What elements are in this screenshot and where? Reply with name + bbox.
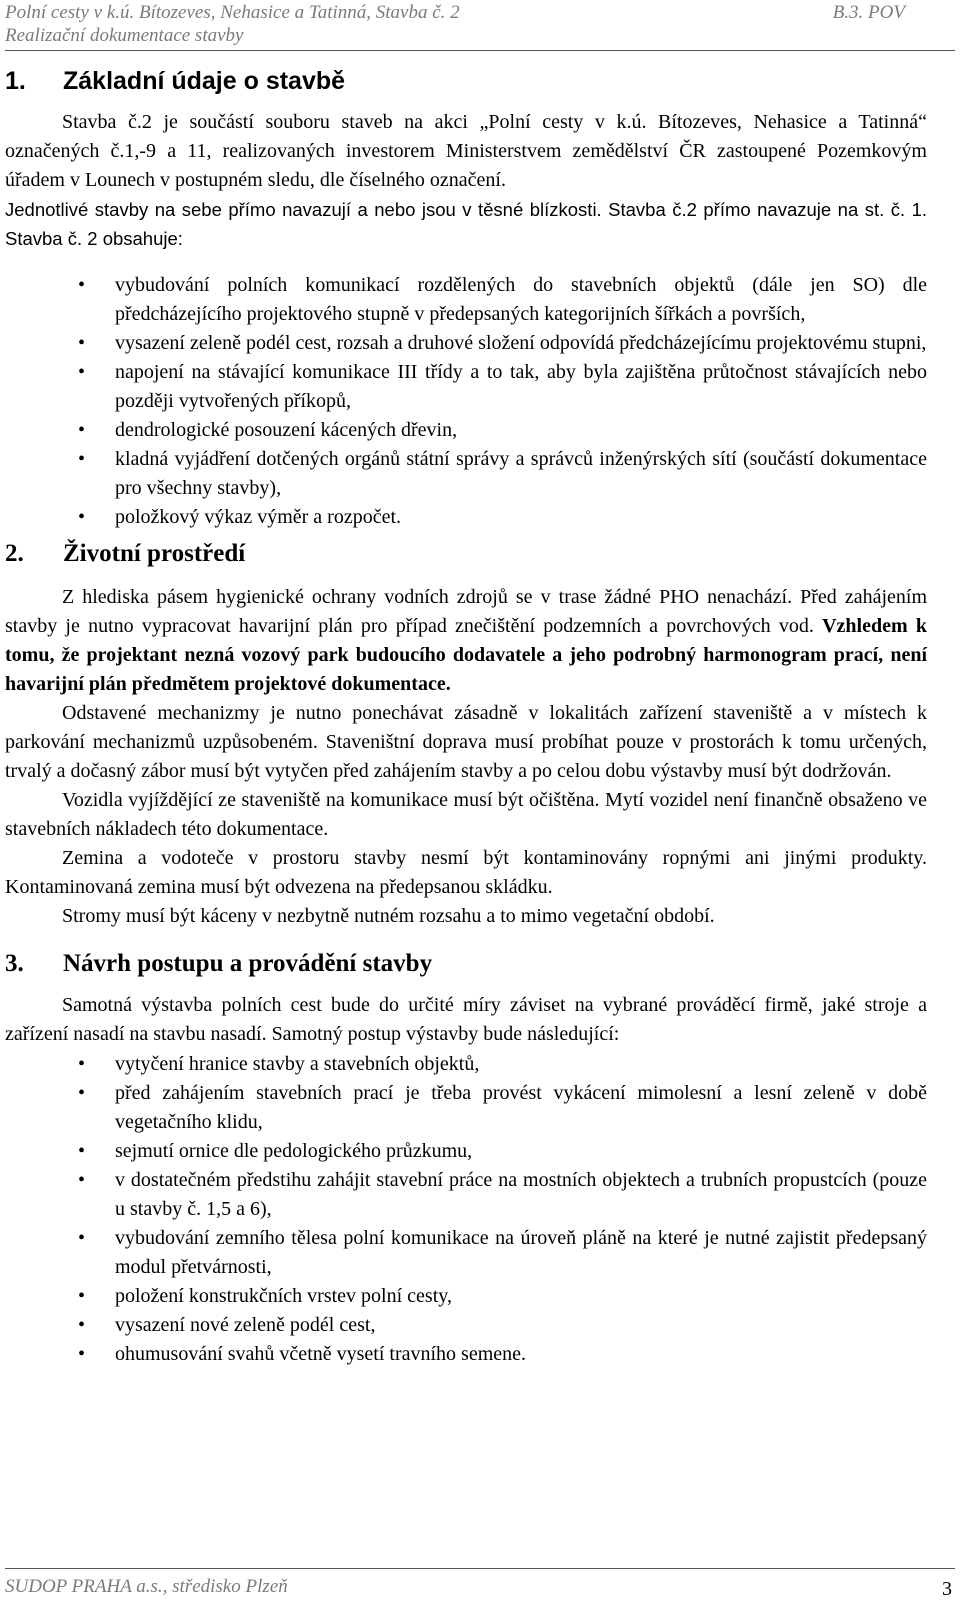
section-1-number: 1.	[5, 67, 26, 95]
page-number: 3	[942, 1578, 952, 1600]
list-item: • položkový výkaz výměr a rozpočet.	[5, 503, 927, 532]
list-item: • sejmutí ornice dle pedologického průzkumu,	[5, 1137, 927, 1166]
header-doc-code: B.3. POV	[832, 2, 905, 23]
section-3-paragraph-1: Samotná výstavba polních cest bude do určité míry záviset na vybrané prováděcí firmě, jaké stroje a zařízení nasadí na stavbu nasadí. Samotný postup výstavby bude následující:	[5, 994, 927, 1045]
section-1-paragraph-2: Jednotlivé stavby na sebe přímo navazují a nebo jsou v těsné blízkosti. Stavba č.2 přímo navazuje na st. č. 1. Stavba č. 2 obsahuje:	[5, 199, 927, 249]
section-3-heading	[5, 949, 927, 979]
list-item: • napojení na stávající komunikace III třídy a to tak, aby byla zajištěna průtočnost stávajících nebo později vytvořených příkopů,	[5, 358, 927, 416]
page-footer	[5, 1568, 955, 1614]
list-item: • vybudování zemního tělesa polní komunikace na úroveň pláně na které je nutné zajistit předepsaný modul přetvárnosti,	[5, 1224, 927, 1282]
section-2-paragraph-2: Odstavené mechanizmy je nutno ponechávat zásadně v lokalitách zařízení staveniště a v místech k parkování mechanizmů uzpůsobeném. Staveništní doprava musí probíhat pouze v prostorách k tomu určených, trvalý a dočasný zábor musí být vytyčen před zahájením stavby a po celou dobu výstavby musí být dodržován.	[5, 702, 927, 782]
list-item: • položení konstrukčních vrstev polní cesty,	[5, 1282, 927, 1311]
list-item: • kladná vyjádření dotčených orgánů státní správy a správců inženýrských sítí (součástí dokumentace pro všechny stavby),	[5, 445, 927, 503]
section-1-title: Základní údaje o stavbě	[63, 67, 346, 95]
section-1-paragraph-1: Stavba č.2 je součástí souboru staveb na akci „Polní cesty v k.ú. Bítozeves, Nehasice a Tatinná“ označených č.1,-9 a 11, realizovaných investorem Ministerstvem zemědělství ČR zastoupené Pozemkovým úřadem v Lounech v postupném sledu, dle číselného označení.	[5, 111, 927, 191]
list-item: • dendrologické posouzení kácených dřevin,	[5, 416, 927, 445]
header-divider	[5, 50, 955, 51]
footer-company: SUDOP PRAHA a.s., středisko Plzeň	[5, 1576, 288, 1597]
list-item: • před zahájením stavebních prací je třeba provést vykácení mimolesní a lesní zeleně v době vegetačního klidu,	[5, 1079, 927, 1137]
section-2-paragraph-1	[5, 583, 927, 699]
section-2-title: Životní prostředí	[63, 540, 246, 567]
list-item: • vytyčení hranice stavby a stavebních objektů,	[5, 1050, 927, 1079]
list-item: • vysazení nové zeleně podél cest,	[5, 1311, 927, 1340]
section-3-number: 3.	[5, 950, 24, 977]
page-content	[5, 66, 927, 1369]
section-3-title: Návrh postupu a provádění stavby	[63, 950, 433, 977]
section-2-paragraph-4: Zemina a vodoteče v prostoru stavby nesmí být kontaminovány ropnými ani jinými produkty. Kontaminovaná zemina musí být odvezena na předepsanou skládku.	[5, 847, 927, 898]
header-project-title: Polní cesty v k.ú. Bítozeves, Nehasice a Tatinná, Stavba č. 2	[5, 2, 460, 23]
section-2-paragraph-1-text: Z hlediska pásem hygienické ochrany vodních zdrojů se v trase žádné PHO nenachází. Před zahájením stavby je nutno vypracovat havarijní plán pro případ znečištění podzemních a povrchových vod.	[5, 586, 927, 637]
section-1-list	[5, 271, 927, 532]
list-item: • v dostatečném předstihu zahájit stavební práce na mostních objektech a trubních propustcích (pouze u stavby č. 1,5 a 6),	[5, 1166, 927, 1224]
section-3-list	[5, 1050, 927, 1369]
section-2-paragraph-3: Vozidla vyjíždějící ze staveniště na komunikace musí být očištěna. Mytí vozidel není finančně obsaženo ve stavebních nákladech této dokumentace.	[5, 789, 927, 840]
list-item: • ohumusování svahů včetně vysetí travního semene.	[5, 1340, 927, 1369]
list-item: • vysazení zeleně podél cest, rozsah a druhové složení odpovídá předcházejícímu projektovému stupni,	[5, 329, 927, 358]
footer-divider	[5, 1568, 955, 1569]
section-1-heading	[5, 66, 927, 96]
section-2-paragraph-1-bold: Vzhledem k tomu, že projektant nezná vozový park budoucího dodavatele a jeho podrobný harmonogram prací, není havarijní plán předmětem projektové dokumentace.	[5, 615, 927, 695]
header-doc-type: Realizační dokumentace stavby	[5, 25, 244, 46]
list-item: • vybudování polních komunikací rozdělených do stavebních objektů (dále jen SO) dle předcházejícího projektového stupně v předepsaných kategorijních šířkách a površích,	[5, 271, 927, 329]
section-2-heading	[5, 539, 927, 569]
section-2-number: 2.	[5, 540, 24, 567]
page-header	[0, 0, 960, 54]
section-2-paragraph-5: Stromy musí být káceny v nezbytně nutném rozsahu a to mimo vegetační období.	[62, 905, 715, 927]
